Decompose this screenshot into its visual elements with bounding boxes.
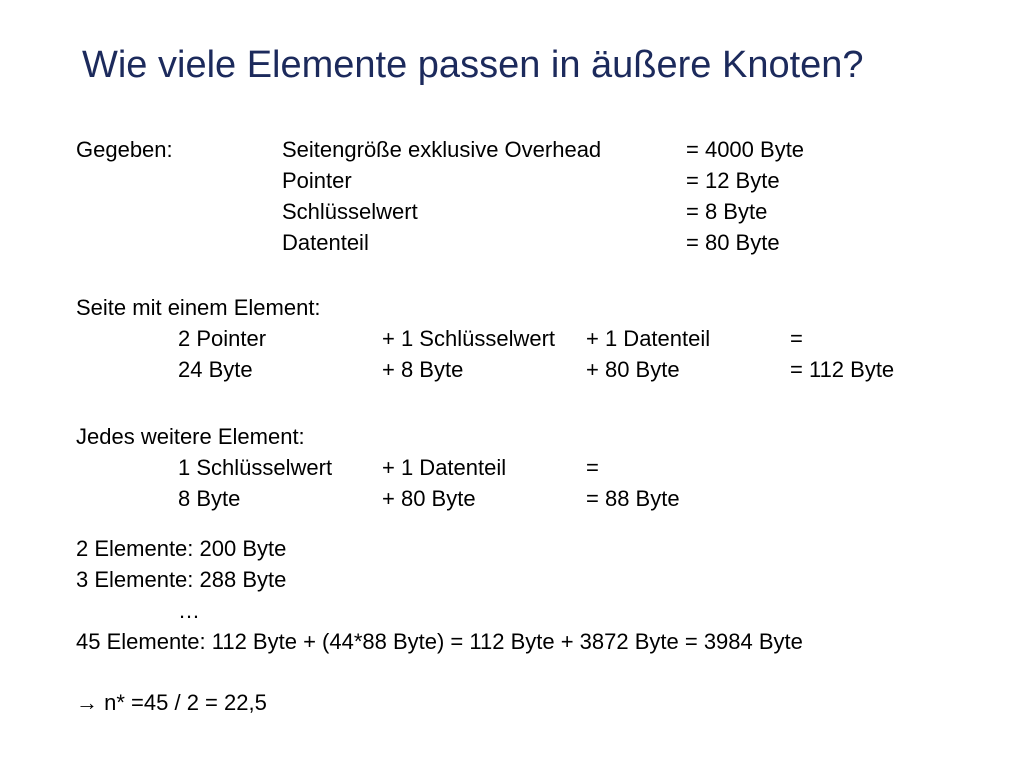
result-line — [76, 690, 267, 716]
count-line-2: 2 Elemente: 200 Byte — [76, 536, 287, 561]
single-r1-c3: + 1 Datenteil — [586, 326, 711, 351]
given-label: Gegeben: — [76, 137, 173, 162]
further-r2-c1: 8 Byte — [178, 486, 241, 511]
further-r2-c3: = 88 Byte — [586, 486, 680, 511]
page-title: Wie viele Elemente passen in äußere Knoten? — [82, 44, 864, 86]
single-r2-c4: = 112 Byte — [790, 357, 895, 382]
further-heading: Jedes weitere Element: — [76, 424, 305, 449]
result-text: n* =45 / 2 = 22,5 — [104, 690, 267, 715]
given-value-key: = 8 Byte — [686, 199, 768, 224]
single-r1-c2: + 1 Schlüsselwert — [382, 326, 556, 351]
single-r2-c1: 24 Byte — [178, 357, 253, 382]
count-ellipsis: … — [178, 598, 200, 623]
count-line-3: 3 Elemente: 288 Byte — [76, 567, 287, 592]
given-name-key: Schlüsselwert — [282, 199, 418, 224]
single-r1-c1: 2 Pointer — [178, 326, 267, 351]
given-value-page-size: = 4000 Byte — [686, 137, 805, 162]
given-name-pointer: Pointer — [282, 168, 352, 193]
single-r2-c2: + 8 Byte — [382, 357, 464, 382]
further-r1-c3: = — [586, 455, 599, 480]
arrow-icon: → — [76, 690, 98, 715]
count-line-45: 45 Elemente: 112 Byte + (44*88 Byte) = 112 Byte + 3872 Byte = 3984 Byte — [76, 629, 803, 654]
given-name-data: Datenteil — [282, 230, 369, 255]
further-r1-c1: 1 Schlüsselwert — [178, 455, 333, 480]
single-heading: Seite mit einem Element: — [76, 295, 321, 320]
further-r1-c2: + 1 Datenteil — [382, 455, 507, 480]
given-value-pointer: = 12 Byte — [686, 168, 780, 193]
further-r2-c2: + 80 Byte — [382, 486, 476, 511]
given-value-data: = 80 Byte — [686, 230, 780, 255]
given-name-page-size: Seitengröße exklusive Overhead — [282, 137, 602, 162]
single-r1-c4: = — [790, 326, 803, 351]
single-r2-c3: + 80 Byte — [586, 357, 680, 382]
